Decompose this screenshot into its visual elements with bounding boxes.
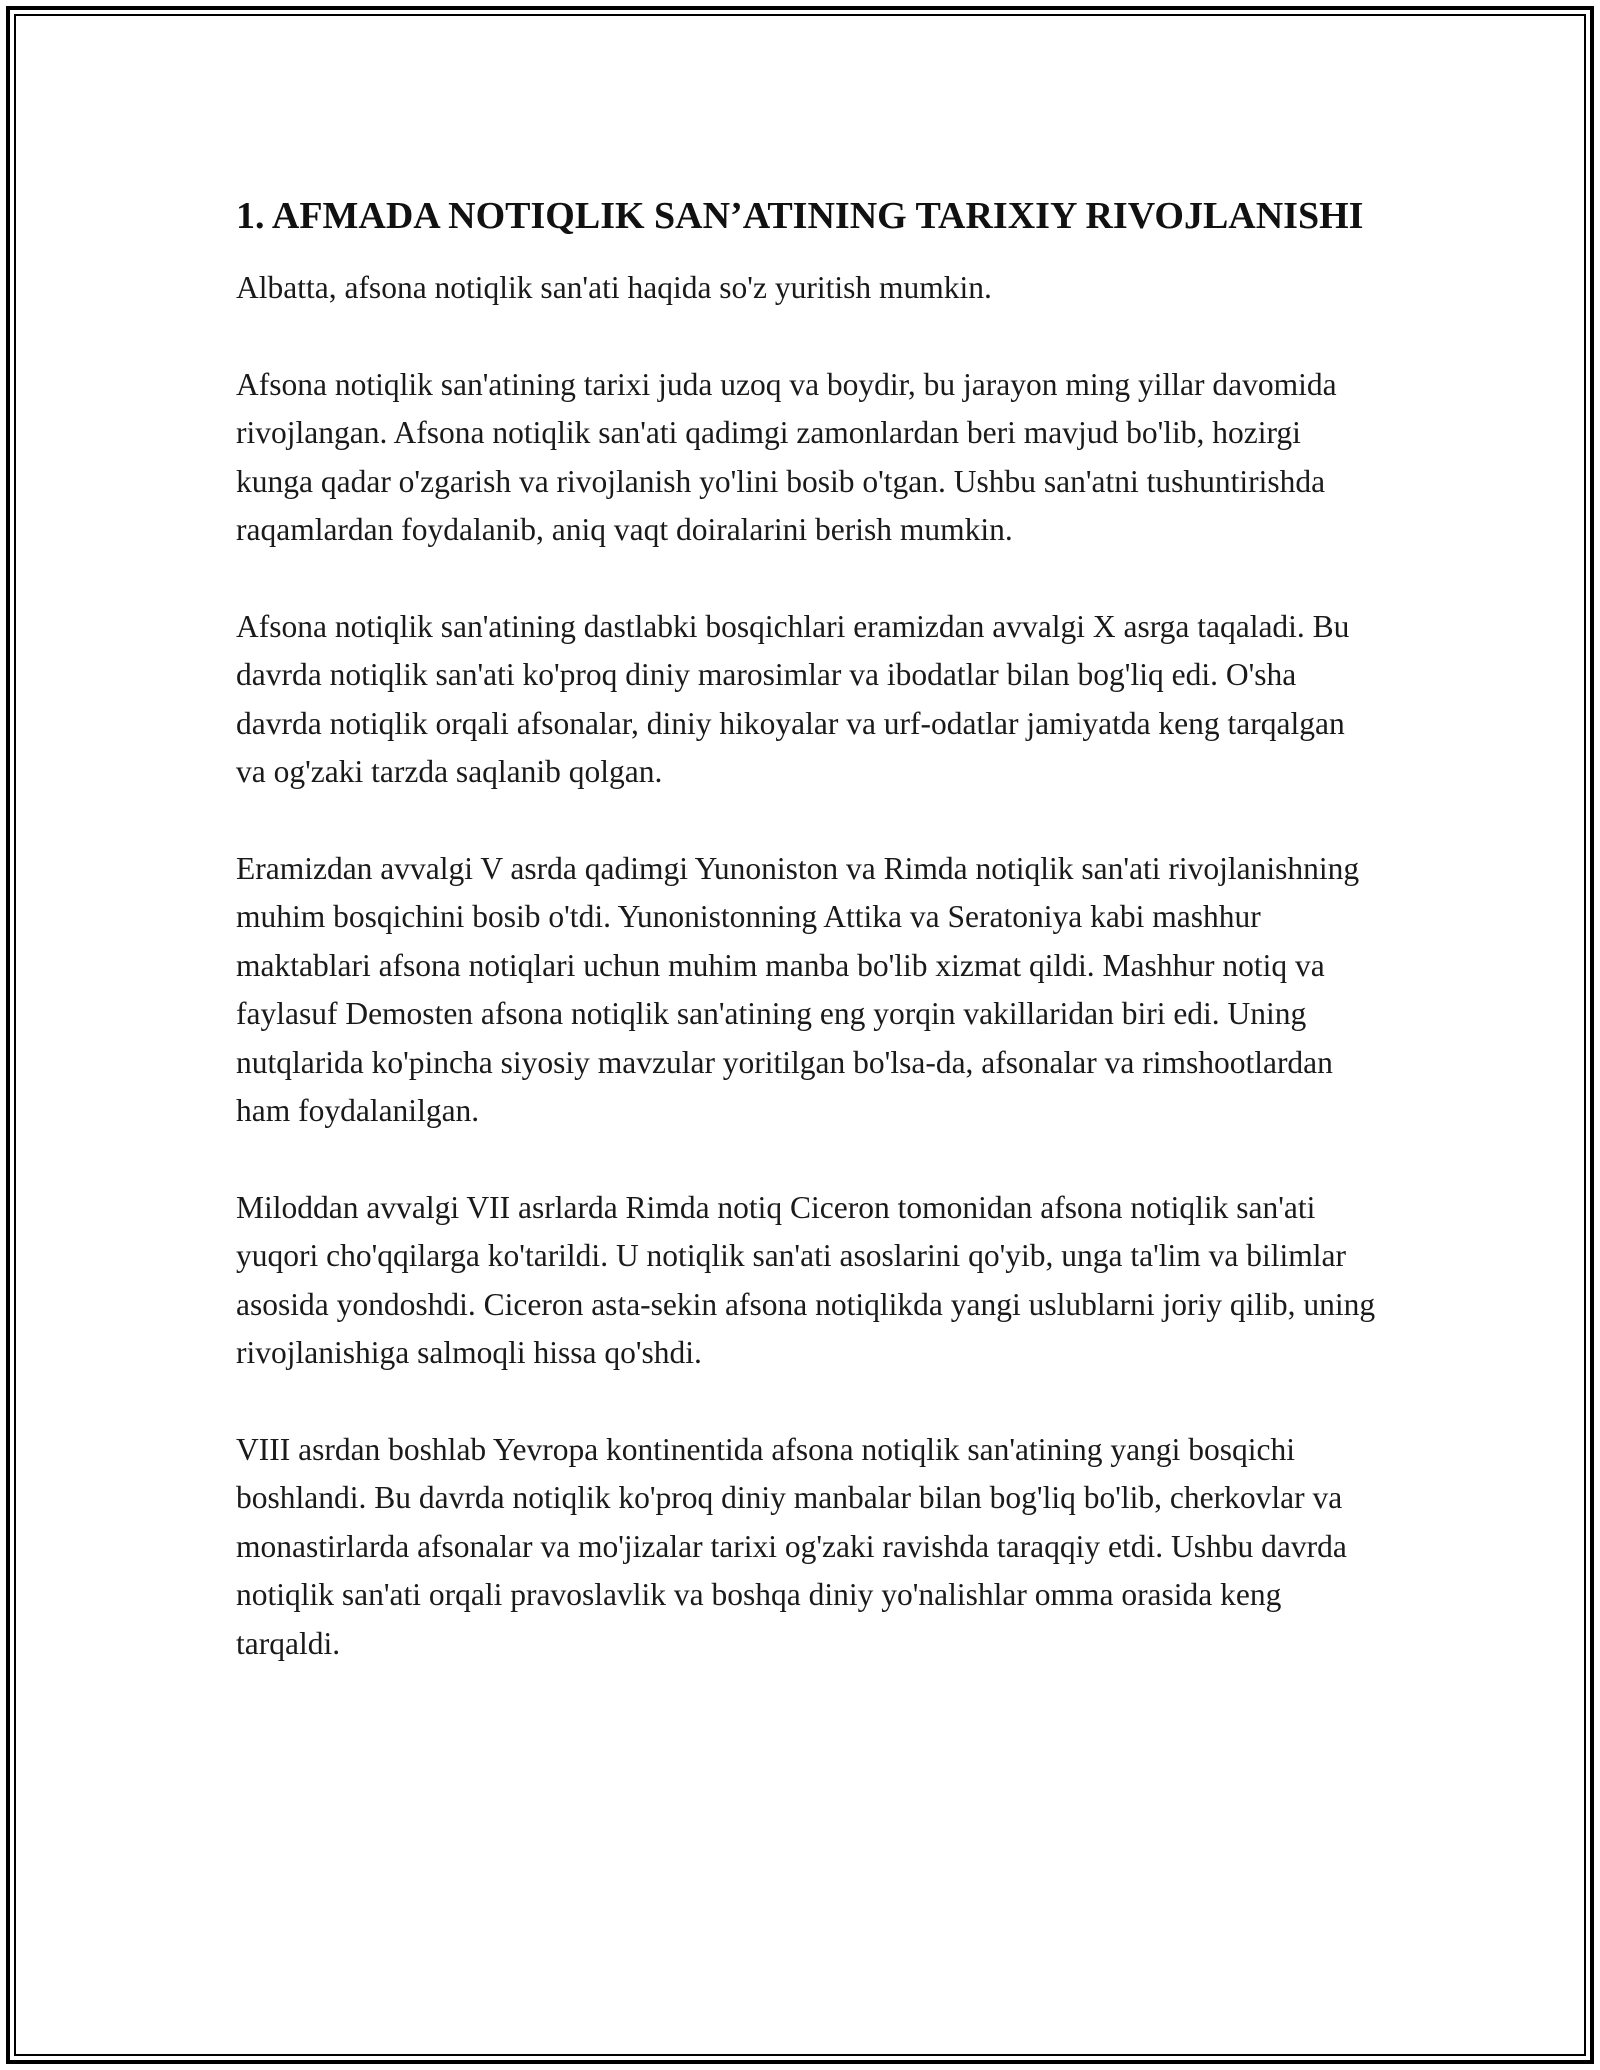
document-body	[236, 188, 1376, 1716]
paragraph-history-overview: Afsona notiqlik san'atining tarixi juda uzoq va boydir, bu jarayon ming yillar davomida rivojlangan. Afsona notiqlik san'ati qadimgi zamonlardan beri mavjud bo'lib, hozirgi kunga qadar o'zgarish va rivojlanish yo'lini bosib o'tgan. Ushbu san'atni tushuntirishda raqamlardan foydalanib, aniq vaqt doiralarini berish mumkin.	[236, 366, 1337, 547]
section-heading: 1. AFMADA NOTIQLIK SAN’ATINING TARIXIY RIVOJLANISHI	[236, 195, 1364, 237]
paragraph-greece-rome: Eramizdan avvalgi V asrda qadimgi Yunoniston va Rimda notiqlik san'ati rivojlanishning muhim bosqichini bosib o'tdi. Yunonistonning Attika va Seratoniya kabi mashhur maktablari afsona notiqlari uchun muhim manba bo'lib xizmat qildi. Mashhur notiq va faylasuf Demosten afsona notiqlik san'atining eng yorqin vakillaridan biri edi. Uning nutqlarida ko'pincha siyosiy mavzular yoritilgan bo'lsa-da, afsonalar va rimshootlardan ham foydalanilgan.	[236, 850, 1360, 1128]
paragraph-ciceron: Miloddan avvalgi VII asrlarda Rimda notiq Ciceron tomonidan afsona notiqlik san'ati yuqori cho'qqilarga ko'tarildi. U notiqlik san'ati asoslarini qo'yib, unga ta'lim va bilimlar asosida yondoshdi. Ciceron asta-sekin afsona notiqlikda yangi uslublarni joriy qilib, uning rivojlanishiga salmoqli hissa qo'shdi.	[236, 1189, 1376, 1370]
paragraph-intro: Albatta, afsona notiqlik san'ati haqida so'z yuritish mumkin.	[236, 270, 992, 305]
paragraph-early-stages: Afsona notiqlik san'atining dastlabki bosqichlari eramizdan avvalgi X asrga taqaladi. Bu davrda notiqlik san'ati ko'proq diniy marosimlar va ibodatlar bilan bog'liq edi. O'sha davrda notiqlik orqali afsonalar, diniy hikoyalar va urf-odatlar jamiyatda keng tarqalgan va og'zaki tarzda saqlanib qolgan.	[236, 608, 1350, 789]
paragraph-europe: VIII asrdan boshlab Yevropa kontinentida afsona notiqlik san'atining yangi bosqichi boshlandi. Bu davrda notiqlik ko'proq diniy manbalar bilan bog'liq bo'lib, cherkovlar va monastirlarda afsonalar va mo'jizalar tarixi og'zaki ravishda taraqqiy etdi. Ushbu davrda notiqlik san'ati orqali pravoslavlik va boshqa diniy yo'nalishlar omma orasida keng tarqaldi.	[236, 1431, 1347, 1661]
